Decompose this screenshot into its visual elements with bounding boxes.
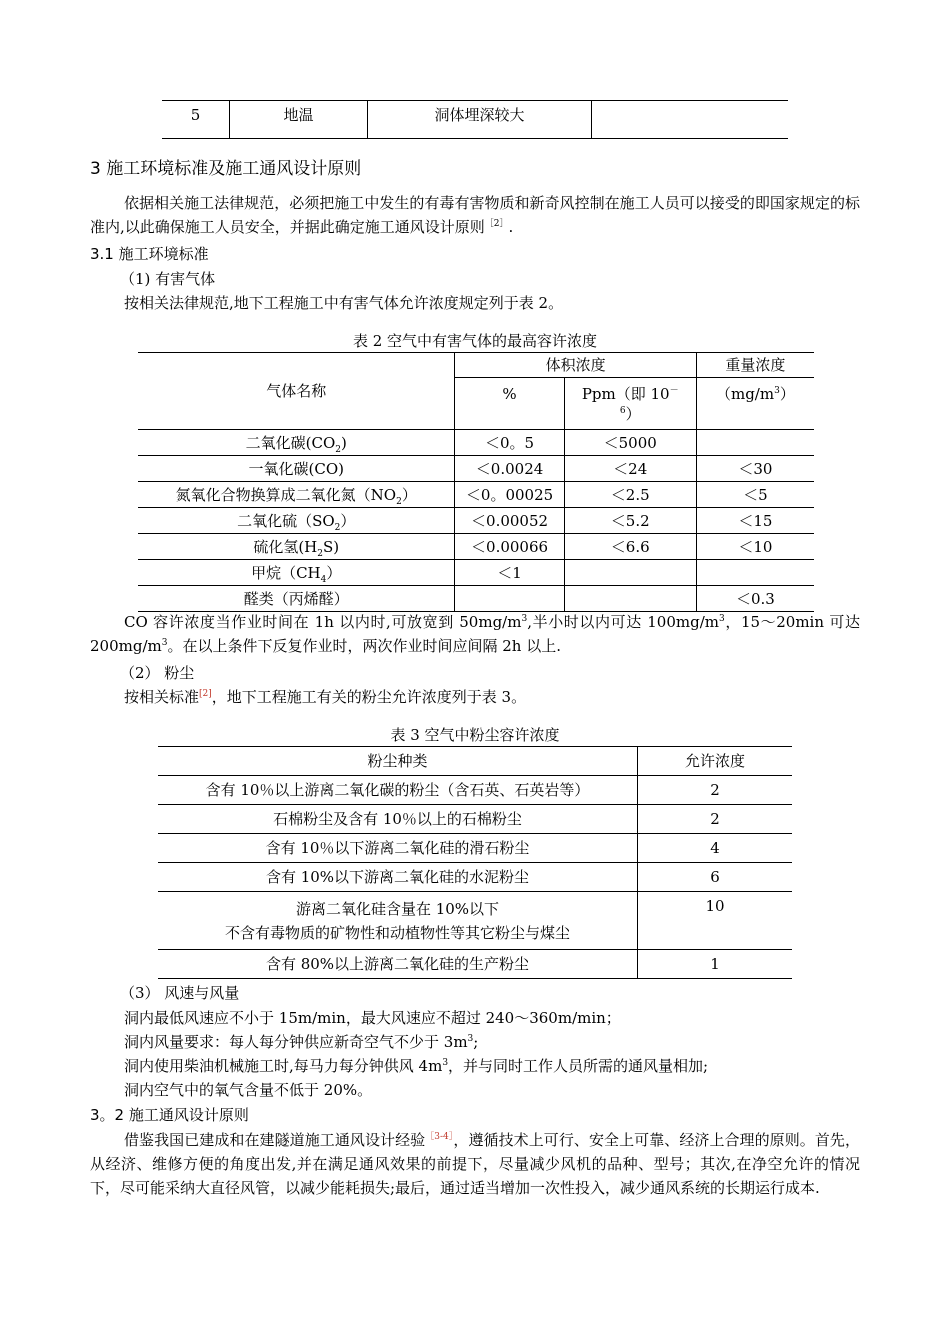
header-dust-type: 粉尘种类 [158, 747, 638, 776]
item-text-b: ，地下工程施工有关的粉尘允许浓度列于表 3。 [211, 688, 527, 706]
subscript: 4 [320, 574, 327, 585]
dust-type: 游离二氧化硅含量在 10%以下 [295, 899, 500, 918]
item-line [124, 1055, 708, 1076]
dust-type: 含有 10%以下游离二氧化硅的水泥粉尘 [265, 868, 530, 886]
mg-cell: ＜15 [696, 508, 814, 534]
table-row [162, 101, 788, 139]
subscript: 2 [396, 496, 402, 507]
section-intro-paragraph [90, 191, 860, 239]
table2 [138, 352, 814, 612]
dust-type-cell [158, 776, 638, 805]
header-volume-concentration: 体积浓度 [455, 353, 696, 378]
gas-name-end: ） [340, 511, 356, 530]
item-text-a: 按相关标准 [124, 688, 200, 706]
percent-cell: ＜0。5 [455, 430, 564, 456]
gas-name: 二氧化硫（SO [237, 511, 335, 530]
table-row [138, 534, 814, 560]
dust-type-cell [158, 834, 638, 863]
citation-ref: ［3-4］ [425, 1132, 454, 1142]
allowed-concentration-cell: 6 [638, 863, 793, 892]
table-row [158, 863, 792, 892]
paragraph-text: 借鉴我国已建成和在建隧道施工通风设计经验 [124, 1131, 426, 1149]
mg-cell: ＜30 [696, 456, 814, 482]
table-row [158, 892, 792, 950]
gas-name-cell [138, 430, 455, 456]
gas-name-end: ） [326, 563, 342, 582]
gas-name-cell [138, 456, 455, 482]
mg-cell: ＜0.3 [735, 589, 775, 608]
subsection-heading: 3.1 施工环境标准 [90, 245, 209, 263]
design-principle-paragraph [90, 1128, 860, 1200]
percent-cell: ＜0。00025 [455, 482, 564, 508]
table-header-row [138, 353, 814, 378]
table2-caption: 表 2 空气中有害气体的最高容许浓度 [352, 332, 598, 350]
item-line-text: ; [473, 1033, 479, 1051]
gas-name: 二氧化碳(CO [245, 433, 336, 452]
superscript: 3 [161, 638, 168, 648]
co-note-paragraph [90, 610, 860, 658]
ppm-cell: ＜2.5 [564, 482, 696, 508]
gas-name-cell [138, 534, 455, 560]
table-row [138, 586, 814, 612]
item-line-text: 洞内风量要求：每人每分钟供应新奇空气不少于 3m [124, 1033, 468, 1051]
header-ppm [564, 378, 696, 430]
ppm-cell: ＜24 [564, 456, 696, 482]
table-row [138, 456, 814, 482]
dust-type-cell [158, 892, 638, 950]
section-heading: 3 施工环境标准及施工通风设计原则 [90, 159, 362, 179]
item-line [124, 1031, 478, 1052]
item-text: 按相关法律规范,地下工程施工中有害气体允许浓度规定列于表 2。 [124, 294, 564, 312]
header-mg [696, 378, 814, 430]
percent-cell [455, 586, 564, 612]
table3 [158, 746, 792, 979]
item-line-text: ，并与同时工作人员所需的通风量相加; [448, 1057, 709, 1075]
percent-cell: ＜1 [455, 560, 564, 586]
gas-name-cell [138, 508, 455, 534]
ppm-cell: ＜5000 [564, 430, 696, 456]
table-row [138, 430, 814, 456]
dust-type-cell [158, 950, 638, 979]
ppm-label: Ppm（即 10 [581, 385, 670, 403]
allowed-concentration-cell: 4 [638, 834, 793, 863]
item-line-text: 洞内使用柴油机械施工时,每马力每分钟供风 4m [124, 1057, 443, 1075]
header-allowed-concentration: 允许浓度 [638, 747, 793, 776]
dust-type: 含有 10％以上游离二氧化碳的粉尘（含石英、石英岩等） [205, 781, 590, 799]
header-weight-concentration: 重量浓度 [696, 353, 814, 378]
item-label: （2） 粉尘 [120, 664, 195, 682]
table-row [158, 950, 792, 979]
gas-name: 醛类（丙烯醛） [243, 589, 349, 608]
dust-type-cell [158, 863, 638, 892]
table-row [158, 805, 792, 834]
table-row [138, 482, 814, 508]
mg-cell [696, 560, 814, 586]
dust-type: 含有 80%以上游离二氧化硅的生产粉尘 [265, 955, 530, 973]
mg-cell: ＜10 [696, 534, 814, 560]
table-cell: 5 [162, 101, 230, 139]
subscript: 2 [334, 522, 341, 533]
superscript: 3 [718, 614, 725, 624]
subscript: 2 [317, 548, 323, 559]
allowed-concentration-cell: 10 [638, 892, 793, 950]
gas-name-cell [138, 482, 455, 508]
ppm-exp-digit: 6 [619, 406, 626, 416]
subsection-heading: 3。2 施工通风设计原则 [90, 1106, 249, 1124]
intro-end: . [508, 218, 514, 236]
superscript: 3 [467, 1034, 474, 1044]
percent-cell: ＜0.0024 [455, 456, 564, 482]
ppm-exp: － [669, 386, 679, 396]
paragraph-text: ，遵循技术上可行、安全上可靠、经济上合理的原则。首先，从经济、维修方便的角度出发,并在满足通风效果的前提下，尽量减少风机的品种、型号；其次,在净空允许的情况下，尽可能采纳大直径风管，以减少能耗损失;最后，通过适当增加一次性投入，减少通风系统的长期运行成本. [90, 1131, 860, 1197]
table-row [158, 834, 792, 863]
header-gas-name: 气体名称 [138, 353, 455, 430]
subscript: 2 [335, 444, 341, 455]
item-label: （1) 有害气体 [120, 270, 216, 288]
gas-name-cell [138, 560, 455, 586]
mg-cell: ＜5 [696, 482, 814, 508]
co-note-text: CO 容许浓度当作业时间在 1h 以内时,可放宽到 50mg/m [124, 613, 522, 631]
gas-name: 一氧化碳(CO) [248, 459, 344, 478]
gas-name: 甲烷（CH [251, 563, 321, 582]
gas-name-end: ） [401, 485, 417, 504]
dust-type: 含有 10％以下游离二氧化硅的滑石粉尘 [265, 839, 530, 857]
table-row [158, 776, 792, 805]
percent-cell: ＜0.00066 [455, 534, 564, 560]
citation-ref: [2] [199, 689, 212, 699]
ppm-cell: ＜5.2 [564, 508, 696, 534]
superscript: 3 [521, 614, 528, 624]
co-note-text: 。在以上条件下反复作业时，两次作业时间应间隔 2h 以上. [167, 637, 561, 655]
table-row [138, 560, 814, 586]
allowed-concentration-cell: 2 [638, 776, 793, 805]
co-note-text: ，15～20min 可达 200mg/m [90, 613, 861, 655]
dust-type-cell [158, 805, 638, 834]
gas-name-end: ) [340, 433, 347, 452]
table-cell: 地温 [230, 101, 368, 139]
item-label: （3） 风速与风量 [120, 984, 240, 1002]
intro-text: 依据相关施工法律规范，必须把施工中发生的有毒有害物质和新奇风控制在施工人员可以接受的即国家规定的标准内,以此确保施工人员安全，并据此确定施工通风设计原则 [90, 194, 860, 236]
table-cell [592, 101, 789, 139]
gas-name: 硫化氢(H [253, 537, 318, 556]
ppm-cell [564, 560, 696, 586]
table-top-fragment [162, 100, 788, 139]
header-percent: % [455, 378, 564, 430]
co-note-text: ,半小时以内可达 100mg/m [527, 613, 719, 631]
ppm-cell [564, 586, 696, 612]
dust-type: 石棉粉尘及含有 10％以上的石棉粉尘 [273, 810, 522, 828]
table-row [138, 508, 814, 534]
item-line: 洞内空气中的氧气含量不低于 20%。 [124, 1081, 373, 1099]
allowed-concentration-cell: 1 [710, 955, 720, 973]
percent-cell: ＜0.00052 [455, 508, 564, 534]
citation-ref: ［2］ [484, 219, 509, 229]
mg-exp: 3 [774, 386, 780, 396]
ppm-cell: ＜6.6 [564, 534, 696, 560]
dust-type-line2: 不含有毒物质的矿物性和动植物性等其它粉尘与煤尘 [224, 923, 570, 942]
table-header-row [158, 747, 792, 776]
superscript: 3 [442, 1058, 449, 1068]
table-cell: 洞体埋深较大 [368, 101, 592, 139]
ppm-close: ） [625, 405, 641, 423]
item-text [124, 686, 526, 707]
item-line: 洞内最低风速应不小于 15m/min，最大风速应不超过 240～360m/min； [124, 1009, 621, 1027]
table3-caption: 表 3 空气中粉尘容许浓度 [390, 726, 560, 744]
mg-label: （mg/m [715, 385, 775, 403]
gas-name-end: S) [323, 537, 340, 556]
allowed-concentration-cell: 2 [638, 805, 793, 834]
gas-name-cell [138, 586, 455, 612]
mg-close: ） [779, 385, 795, 403]
gas-name: 氮氧化合物换算成二氧化氮（NO [175, 485, 397, 504]
mg-cell [696, 430, 814, 456]
